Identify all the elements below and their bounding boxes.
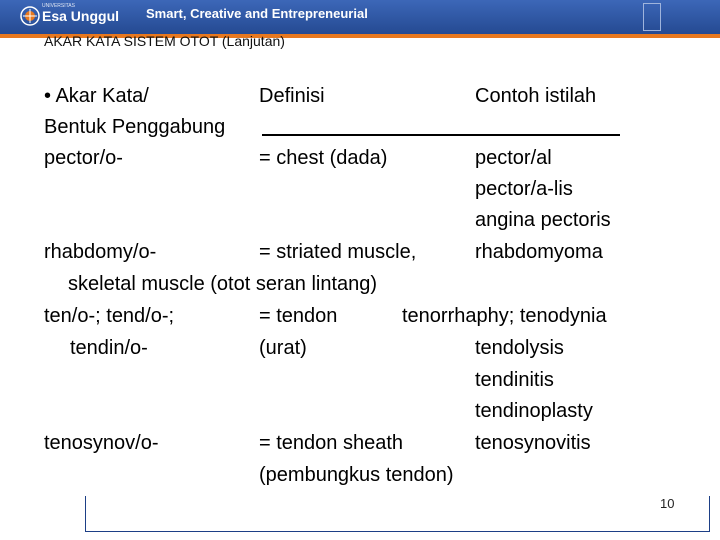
row-definition: = chest (dada) bbox=[259, 147, 388, 169]
row-example: tendinitis bbox=[475, 369, 554, 391]
row-root: pector/o- bbox=[44, 147, 123, 169]
row-example: pector/al bbox=[475, 147, 552, 169]
row-example: angina pectoris bbox=[475, 209, 611, 231]
footer-frame-left bbox=[85, 496, 86, 532]
col-header-root: • Akar Kata/ bbox=[44, 85, 149, 107]
row-root: rhabdomy/o- bbox=[44, 241, 157, 263]
footer-frame-bottom bbox=[86, 531, 710, 532]
row-example: tendinoplasty bbox=[475, 400, 593, 422]
footer-frame-right bbox=[709, 496, 710, 532]
row-example: tenorrhaphy; tenodynia bbox=[402, 305, 607, 327]
row-definition-cont: (pembungkus tendon) bbox=[259, 464, 454, 486]
logo-text: Esa Unggul bbox=[42, 8, 120, 24]
row-definition-cont: skeletal muscle (otot seran lintang) bbox=[68, 273, 378, 295]
row-root: ten/o-; tend/o-; bbox=[44, 305, 175, 327]
col-header-root-cont: Bentuk Penggabung bbox=[44, 116, 226, 138]
col-header-definition: Definisi bbox=[259, 85, 325, 107]
logo-subtext: UNIVERSITAS bbox=[42, 3, 75, 9]
row-definition: = tendon bbox=[259, 305, 338, 327]
tagline: Smart, Creative and Entrepreneurial bbox=[146, 6, 368, 21]
row-root-cont: tendin/o- bbox=[70, 337, 148, 359]
col-header-examples: Contoh istilah bbox=[475, 85, 597, 107]
row-example: pector/a-lis bbox=[475, 178, 573, 200]
row-root: tenosynov/o- bbox=[44, 432, 159, 454]
row-example: tenosynovitis bbox=[475, 432, 591, 454]
slide-title: AKAR KATA SISTEM OTOT (Lanjutan) bbox=[44, 33, 285, 49]
header-underline bbox=[262, 134, 620, 136]
row-definition-cont: (urat) bbox=[259, 337, 307, 359]
header-frame-box bbox=[643, 3, 661, 31]
row-example: tendolysis bbox=[475, 337, 564, 359]
page-number: 10 bbox=[660, 496, 675, 511]
row-example: rhabdomyoma bbox=[475, 241, 603, 263]
row-definition: = striated muscle, bbox=[259, 241, 417, 263]
row-definition: = tendon sheath bbox=[259, 432, 404, 454]
university-emblem-icon bbox=[20, 6, 40, 26]
